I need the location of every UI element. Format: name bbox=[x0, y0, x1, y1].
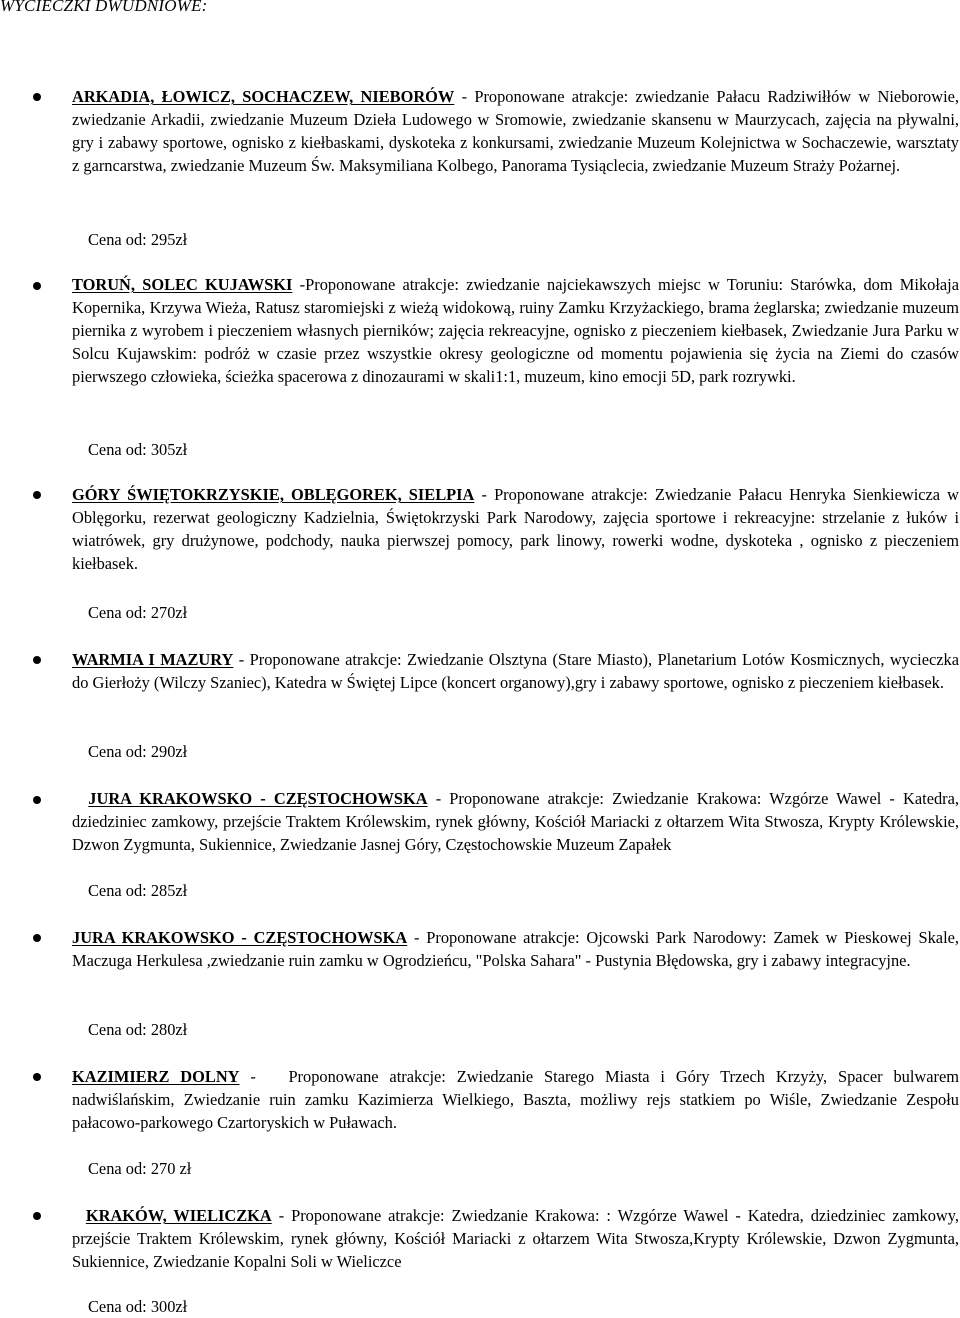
trip-name: WARMIA I MAZURY bbox=[72, 650, 234, 669]
trip-price: Cena od: 285zł bbox=[88, 881, 188, 900]
bullet-icon bbox=[33, 934, 41, 942]
trip-price: Cena od: 270 zł bbox=[88, 1159, 192, 1178]
trip-text bbox=[72, 273, 959, 388]
trip-description: Proponowane atrakcje: Zwiedzanie Krakowa: : Wzgórze Wawel - Katedra, dziedziniec zamkowy, przejście Traktem Królewskim, rynek główny, Kościół Mariacki z ołtarzem Wita Stwosza,Krypty Królewskie, Dzwon Zygmunta, Sukiennice, Zwiedzanie Kopalni Soli w Wieliczce bbox=[72, 1206, 959, 1271]
bullet-icon bbox=[33, 656, 41, 664]
trip-separator: - bbox=[233, 650, 250, 669]
trip-description: Proponowane atrakcje: zwiedzanie najciekawszych miejsc w Toruniu: Starówka, dom Mikołaja Kopernika, Krzywa Wieża, Ratusz staromiejski z wieżą widokową, ruiny Zamku Krzyżackiego, brama żeglarska; zwiedzanie muzeum piernika z wyrobem i pieczeniem własnych pierników; zajęcia rekreacyjne, ognisko z pieczeniem kiełbasek, Zwiedzanie Jura Parku w Solcu Kujawskim: podróż w czasie przez wszystkie okresy geologiczne od momentu pojawienia się życia na Ziemi do czasów pierwszego człowieka, ścieżka spacerowa z dinozaurami w skali1:1, muzeum, kino emocji 5D, park rozrywki. bbox=[72, 275, 959, 386]
trip-name: KRAKÓW, WIELICZKA bbox=[85, 1206, 272, 1225]
bullet-icon bbox=[33, 1073, 41, 1081]
trip-description: Proponowane atrakcje: Zwiedzanie Krakowa: Wzgórze Wawel - Katedra, dziedziniec zamkowy, przejście Traktem Królewskim, rynek główny, Kościół Mariacki z ołtarzem Wita Stwosza, Krypty Królewskie, Dzwon Zygmunta, Sukiennice, Zwiedzanie Jasnej Góry, Częstochowskie Muzeum Zapałek bbox=[72, 789, 959, 854]
trip-text bbox=[72, 787, 959, 856]
trip-separator: - bbox=[292, 275, 306, 294]
trip-text bbox=[72, 1204, 959, 1273]
trip-separator: - bbox=[271, 1206, 292, 1225]
bullet-icon bbox=[33, 796, 41, 804]
trip-text bbox=[72, 85, 959, 177]
trip-text bbox=[72, 648, 959, 694]
trip-text bbox=[72, 1065, 959, 1134]
trip-price: Cena od: 295zł bbox=[88, 230, 188, 249]
trip-name: JURA KRAKOWSKO - CZĘSTOCHOWSKA bbox=[88, 789, 428, 808]
trip-price: Cena od: 290zł bbox=[88, 742, 188, 761]
trip-name: JURA KRAKOWSKO - CZĘSTOCHOWSKA bbox=[72, 928, 408, 947]
trip-description: Proponowane atrakcje: Ojcowski Park Narodowy: Zamek w Pieskowej Skale, Maczuga Herkulesa ,zwiedzanie ruin zamku w Ogrodzieńcu, "Polska Sahara" - Pustynia Błędowska, gry i zabawy integracyjne. bbox=[72, 928, 959, 970]
trip-price: Cena od: 280zł bbox=[88, 1020, 188, 1039]
bullet-icon bbox=[33, 491, 41, 499]
page-title: WYCIECZKI DWUDNIOWE: bbox=[0, 0, 208, 15]
trip-price: Cena od: 270zł bbox=[88, 603, 188, 622]
trip-price: Cena od: 300zł bbox=[88, 1297, 188, 1316]
trip-description: Proponowane atrakcje: Zwiedzanie Pałacu Henryka Sienkiewicza w Oblęgorku, rezerwat geologiczny Kadzielnia, Świętokrzyski Park Narodowy, zajęcia sportowe i rekreacyjne: strzelanie z łuków i wiatrówek, gry drużynowe, podchody, nauka pierwszej pomocy, park linowy, rowerki wodne, dyskoteka , ognisko z pieczeniem kiełbasek. bbox=[72, 485, 960, 573]
trip-name: KAZIMIERZ DOLNY bbox=[72, 1067, 240, 1086]
trip-separator: - bbox=[239, 1067, 289, 1086]
bullet-icon bbox=[33, 93, 41, 101]
trip-separator: - bbox=[474, 485, 495, 504]
trip-name: GÓRY ŚWIĘTOKRZYSKIE, OBLĘGOREK, SIELPIA bbox=[72, 485, 475, 504]
trip-description: Proponowane atrakcje: Zwiedzanie Olsztyna (Stare Miasto), Planetarium Lotów Kosmicznych, wycieczka do Gierłoży (Wilczy Szaniec), Katedra w Świętej Lipce (koncert organowy),gry i zabawy sportowe, ognisko z pieczeniem kiełbasek. bbox=[72, 650, 960, 692]
trip-price: Cena od: 305zł bbox=[88, 440, 188, 459]
trip-name: ARKADIA, ŁOWICZ, SOCHACZEW, NIEBORÓW bbox=[72, 87, 455, 106]
trip-name: TORUŃ, SOLEC KUJAWSKI bbox=[72, 275, 293, 294]
trip-separator: - bbox=[407, 928, 427, 947]
bullet-icon bbox=[33, 1212, 41, 1220]
trip-separator: - bbox=[454, 87, 475, 106]
trip-separator: - bbox=[427, 789, 450, 808]
trip-description: Proponowane atrakcje: zwiedzanie Pałacu Radziwiłłów w Nieborowie, zwiedzanie Arkadii, zwiedzanie Muzeum Dzieła Ludowego w Sromowie, zwiedzanie skansenu w Maurzycach, zajęcia na pływalni, gry i zabawy sportowe, ognisko z kiełbaskami, dyskoteka z konkursami, zwiedzanie Muzeum Kolejnictwa w Sochaczewie, warsztaty z garncarstwa, zwiedzanie Muzeum Św. Maksymiliana Kolbego, Panorama Tysiąclecia, zwiedzanie Muzeum Straży Pożarnej. bbox=[72, 87, 959, 175]
bullet-icon bbox=[33, 282, 41, 290]
trip-description: Proponowane atrakcje: Zwiedzanie Starego Miasta i Góry Trzech Krzyży, Spacer bulwarem nadwiślańskim, Zwiedzanie ruin zamku Kazimierza Wielkiego, Baszta, możliwy rejs statkiem po Wiśle, Zwiedzanie Zespołu pałacowo-parkowego Czartoryskich w Puławach. bbox=[72, 1067, 959, 1132]
trip-text bbox=[72, 926, 959, 972]
trip-text bbox=[72, 483, 959, 575]
